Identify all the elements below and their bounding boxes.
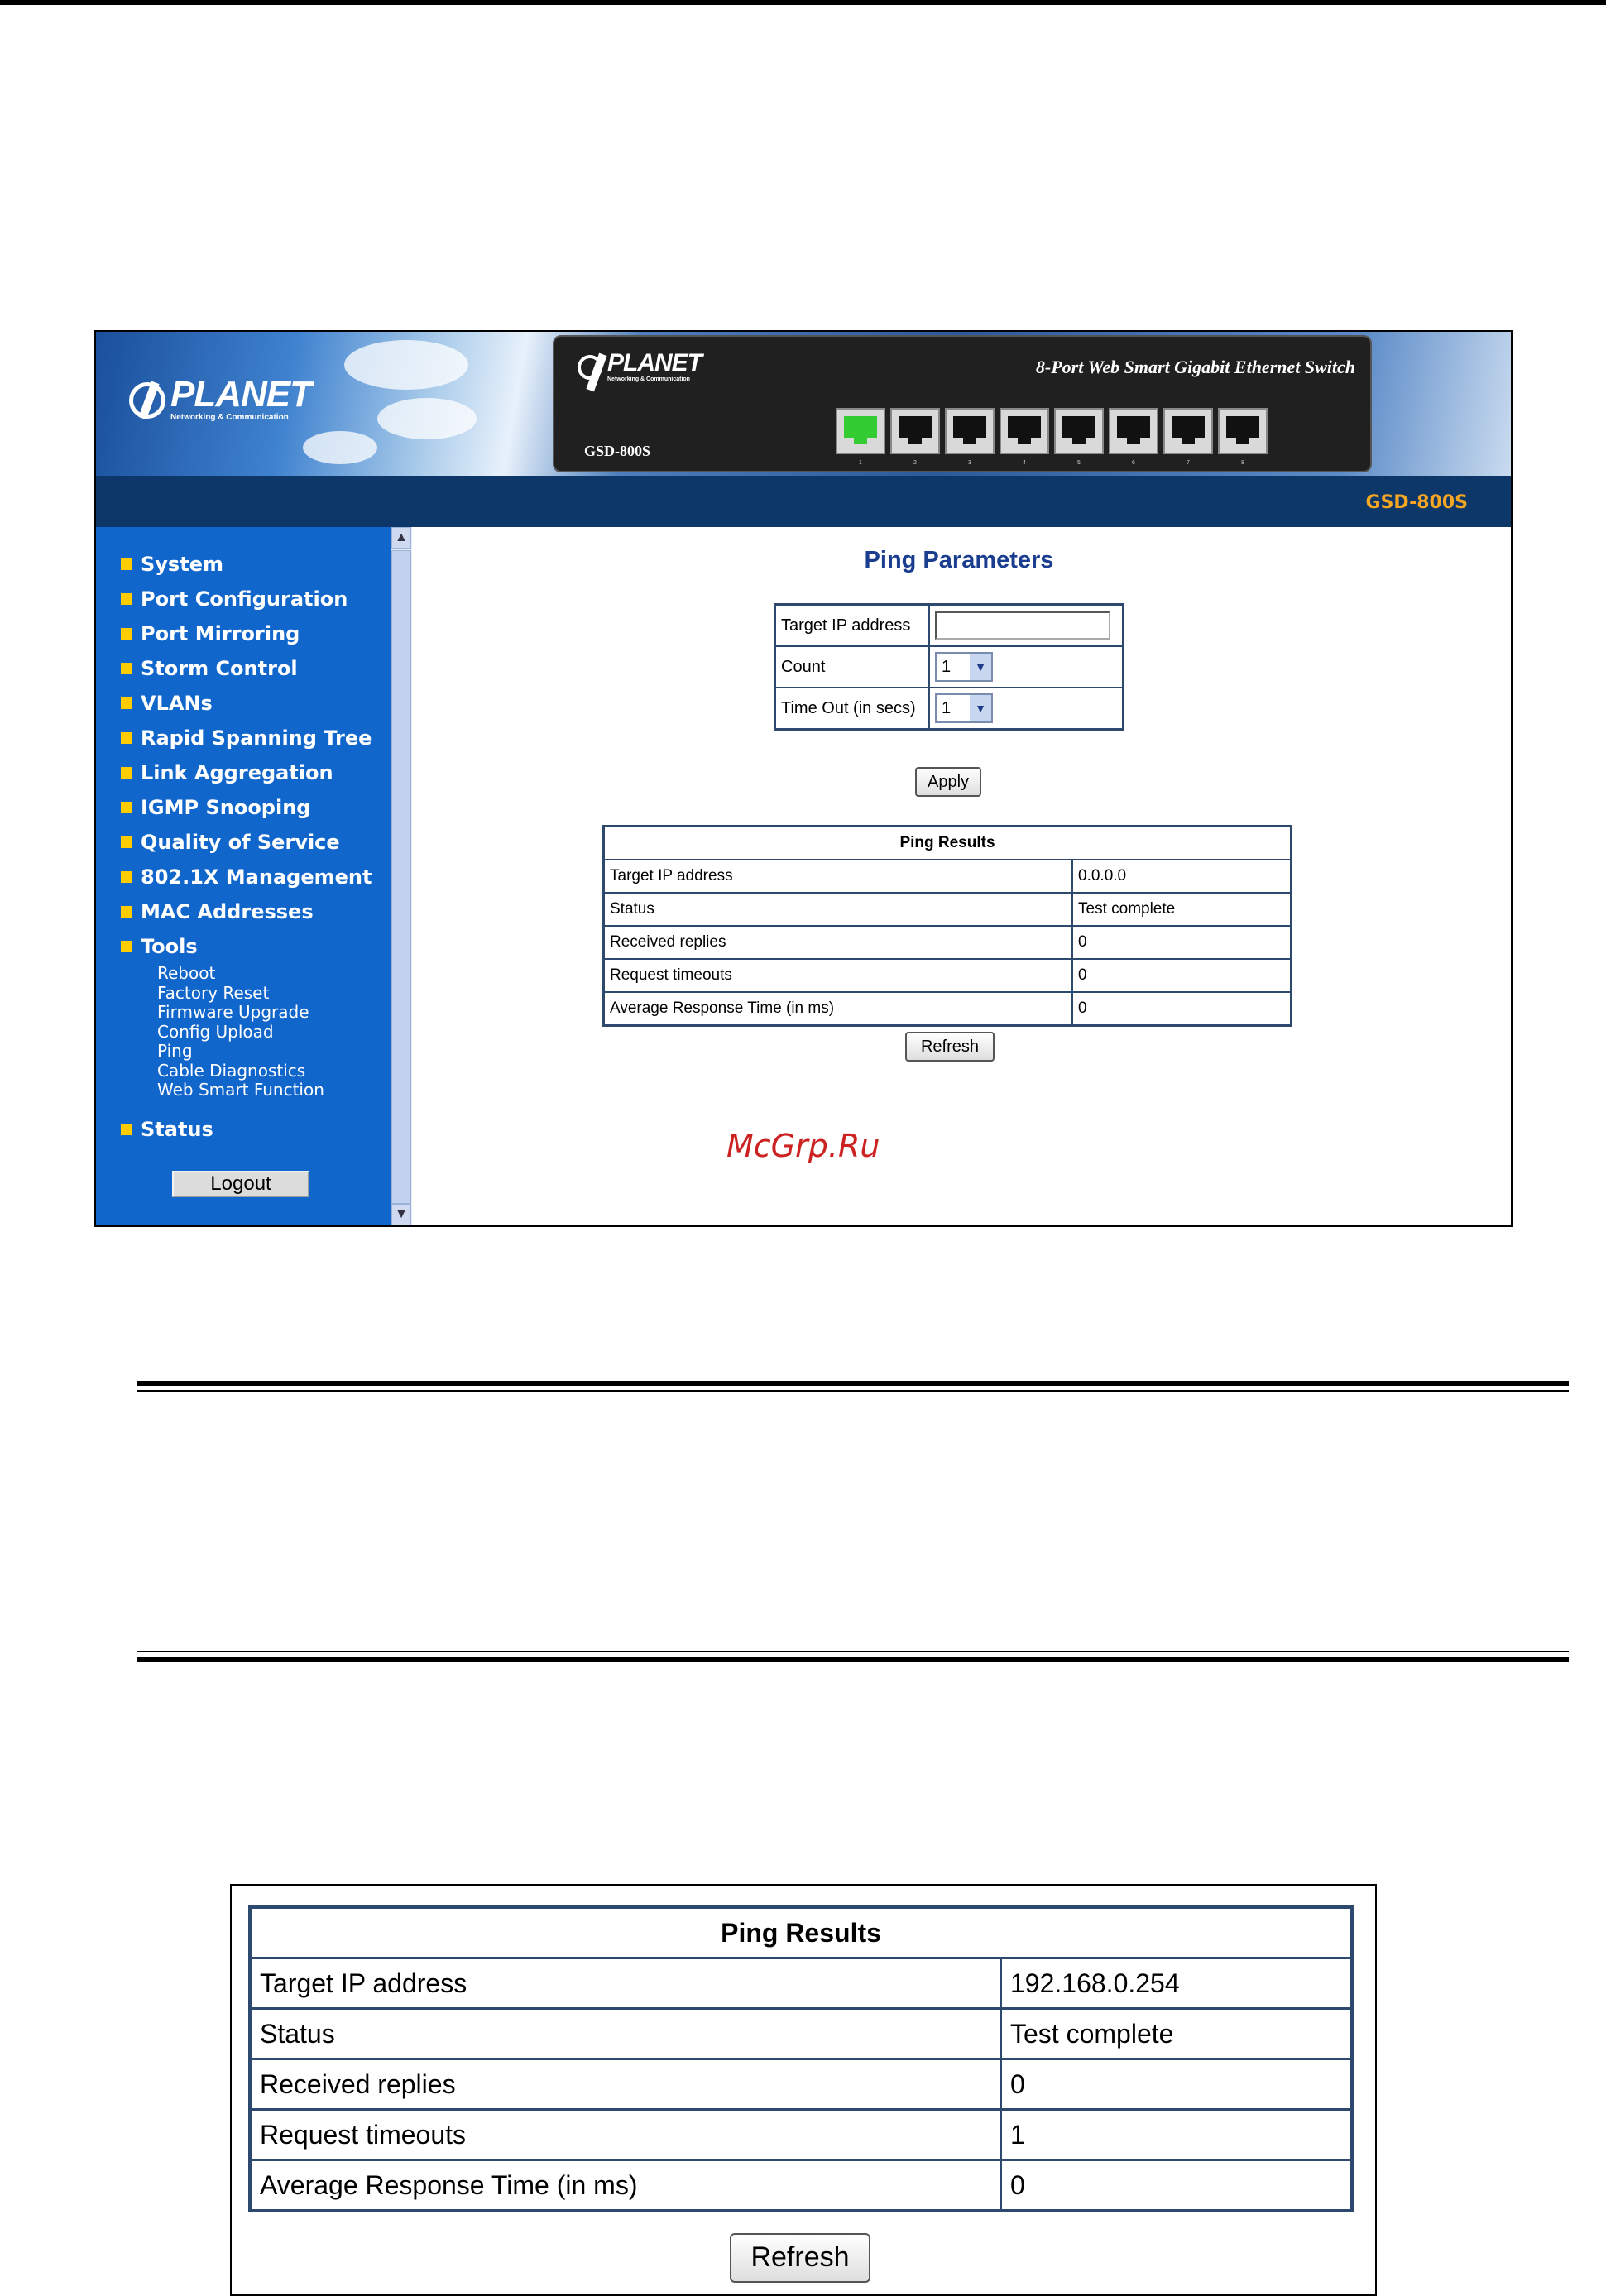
port-number: 6 (1132, 460, 1135, 466)
page-top-rule (0, 0, 1606, 5)
result-label: Received replies (250, 2059, 1001, 2110)
result-value: 192.168.0.254 (1001, 1958, 1353, 2009)
sidebar-item-quality-of-service[interactable] (121, 825, 372, 860)
scroll-thumb[interactable] (391, 550, 411, 1204)
sidebar-item-rapid-spanning-tree[interactable] (121, 721, 372, 755)
bullet-icon (121, 767, 132, 779)
port-8[interactable] (1218, 408, 1268, 466)
result-value: 1 (1001, 2110, 1353, 2160)
sidebar-item-port-configuration[interactable] (121, 582, 372, 616)
count-label: Count (775, 646, 930, 688)
bullet-icon (121, 1124, 132, 1135)
note-rule-top-thin (137, 1390, 1569, 1392)
timeout-cell (929, 688, 1124, 730)
sidebar-item-system[interactable] (121, 547, 372, 582)
device-title: 8-Port Web Smart Gigabit Ethernet Switch (1035, 357, 1355, 377)
ping-results-table-large (248, 1905, 1354, 2212)
submenu-ping[interactable]: Ping (157, 1041, 193, 1061)
bullet-icon (121, 871, 132, 883)
table-row (775, 646, 1124, 688)
result-value: 0 (1072, 959, 1292, 992)
sidebar-item-link-aggregation[interactable] (121, 755, 372, 790)
planet-logo (129, 374, 311, 422)
result-label: Request timeouts (250, 2110, 1001, 2160)
tools-submenu (121, 964, 372, 1100)
submenu-factory-reset[interactable]: Factory Reset (157, 982, 270, 1003)
port-number: 4 (1023, 460, 1026, 466)
bullet-icon (121, 628, 132, 640)
port-panel (836, 408, 1268, 466)
logout-button[interactable]: Logout (172, 1171, 309, 1197)
result-label: Average Response Time (in ms) (604, 992, 1073, 1026)
apply-button[interactable]: Apply (915, 767, 981, 797)
submenu-reboot[interactable]: Reboot (157, 963, 216, 983)
submenu-web-smart-function[interactable]: Web Smart Function (157, 1080, 324, 1100)
sidebar-item-label: Port Configuration (141, 587, 348, 611)
count-value: 1 (942, 657, 952, 676)
sidebar-item-tools[interactable] (121, 929, 372, 964)
bullet-icon (121, 697, 132, 709)
refresh-button[interactable]: Refresh (730, 2233, 870, 2283)
sidebar-item-storm-control[interactable] (121, 651, 372, 686)
top-nav-bar (96, 476, 1511, 527)
count-select[interactable] (935, 652, 993, 682)
sidebar-item-label: Port Mirroring (141, 622, 300, 645)
ping-results-panel (230, 1884, 1377, 2296)
table-header-row (604, 827, 1292, 860)
sidebar-item-label: Storm Control (141, 657, 298, 680)
cloud-decoration (344, 340, 468, 390)
planet-logo-icon (129, 382, 165, 419)
device-model-label: GSD-800S (584, 443, 651, 459)
result-label: Average Response Time (in ms) (250, 2160, 1001, 2212)
model-tag: GSD-800S (1365, 492, 1468, 513)
result-label: Target IP address (604, 860, 1073, 893)
sidebar (96, 527, 391, 1225)
sidebar-item-label: Link Aggregation (141, 761, 333, 784)
sidebar-item-igmp-snooping[interactable] (121, 790, 372, 825)
chevron-down-icon[interactable]: ▼ (970, 695, 991, 721)
table-row (604, 959, 1292, 992)
table-row (250, 1958, 1352, 2009)
cloud-decoration (377, 398, 477, 439)
sidebar-item-8021x-management[interactable] (121, 860, 372, 894)
table-row (250, 2110, 1352, 2160)
result-label: Status (250, 2009, 1001, 2059)
bullet-icon (121, 941, 132, 952)
result-label: Received replies (604, 926, 1073, 959)
sidebar-item-label: Quality of Service (141, 831, 340, 854)
ping-results-table (602, 825, 1292, 1027)
count-cell (929, 646, 1124, 688)
sidebar-item-label: Status (141, 1117, 213, 1141)
table-header-row (250, 1907, 1352, 1958)
sidebar-item-port-mirroring[interactable] (121, 616, 372, 651)
sidebar-item-mac-addresses[interactable] (121, 894, 372, 929)
main-content (412, 527, 1511, 1225)
table-row (604, 860, 1292, 893)
port-5[interactable] (1054, 408, 1104, 466)
ping-results-header: Ping Results (250, 1907, 1352, 1958)
port-4[interactable] (1000, 408, 1049, 466)
timeout-select[interactable] (935, 693, 993, 723)
tools-submenu-wrapper (121, 964, 372, 1100)
result-value: 0 (1072, 992, 1292, 1026)
watermark-text: McGrp.Ru (726, 1128, 880, 1164)
header-banner (96, 332, 1511, 476)
note-rule-bottom (137, 1657, 1569, 1662)
bullet-icon (121, 836, 132, 848)
sidebar-item-label: Rapid Spanning Tree (141, 726, 372, 750)
bullet-icon (121, 906, 132, 918)
bullet-icon (121, 593, 132, 605)
port-number: 7 (1187, 460, 1190, 466)
chevron-down-icon[interactable]: ▼ (970, 654, 991, 680)
result-value: 0.0.0.0 (1072, 860, 1292, 893)
sidebar-item-label: MAC Addresses (141, 900, 314, 923)
port-6[interactable] (1109, 408, 1158, 466)
target-ip-input[interactable] (935, 611, 1110, 640)
bullet-icon (121, 663, 132, 674)
note-rule-bottom-thin (137, 1651, 1569, 1652)
port-number: 5 (1077, 460, 1081, 466)
note-rule-top (137, 1381, 1569, 1386)
submenu-firmware-upgrade[interactable]: Firmware Upgrade (157, 1002, 309, 1022)
ping-results-header: Ping Results (604, 827, 1292, 860)
table-row (604, 893, 1292, 926)
result-value: 0 (1001, 2160, 1353, 2212)
result-value: Test complete (1001, 2009, 1353, 2059)
refresh-button[interactable]: Refresh (905, 1032, 995, 1062)
sidebar-scrollbar[interactable] (391, 527, 412, 1225)
sidebar-menu (121, 547, 372, 1147)
port-7[interactable] (1163, 408, 1213, 466)
scroll-up-icon[interactable]: ▲ (391, 527, 411, 549)
brand-tagline: Networking & Communication (170, 413, 289, 422)
port-number: 2 (913, 460, 917, 466)
sidebar-item-label: VLANs (141, 692, 213, 715)
sidebar-item-vlans[interactable] (121, 686, 372, 721)
port-number: 3 (968, 460, 971, 466)
table-row (775, 688, 1124, 730)
brand-name: PLANET (170, 374, 311, 415)
sidebar-item-label: 802.1X Management (141, 865, 372, 889)
device-front-panel (553, 335, 1372, 472)
result-label: Status (604, 893, 1073, 926)
table-row (775, 605, 1124, 647)
result-label: Request timeouts (604, 959, 1073, 992)
timeout-value: 1 (942, 698, 952, 717)
sidebar-item-status[interactable] (121, 1112, 372, 1147)
scroll-down-icon[interactable]: ▼ (391, 1204, 411, 1225)
sidebar-item-label: IGMP Snooping (141, 796, 311, 819)
result-value: 0 (1072, 926, 1292, 959)
port-number: 8 (1241, 460, 1244, 466)
bullet-icon (121, 802, 132, 813)
planet-logo-icon (578, 355, 602, 380)
sidebar-item-label: System (141, 553, 223, 576)
port-1[interactable] (836, 408, 885, 466)
device-logo (578, 349, 702, 382)
table-row (250, 2009, 1352, 2059)
result-label: Target IP address (250, 1958, 1001, 2009)
table-row (604, 992, 1292, 1026)
submenu-cable-diagnostics[interactable]: Cable Diagnostics (157, 1060, 306, 1081)
table-row (250, 2160, 1352, 2212)
timeout-label: Time Out (in secs) (775, 688, 930, 730)
switch-web-ui (94, 330, 1513, 1227)
port-3[interactable] (945, 408, 995, 466)
bullet-icon (121, 558, 132, 570)
port-number: 1 (859, 460, 862, 466)
result-value: 0 (1001, 2059, 1353, 2110)
ping-parameters-table (774, 603, 1124, 731)
target-ip-label: Target IP address (775, 605, 930, 647)
sidebar-item-label: Tools (141, 935, 198, 958)
table-row (604, 926, 1292, 959)
device-brand: PLANET (607, 349, 702, 376)
cloud-decoration (303, 431, 377, 464)
device-brand-tagline: Networking & Communication (607, 376, 690, 382)
submenu-config-upload[interactable]: Config Upload (157, 1021, 274, 1042)
target-ip-cell (929, 605, 1124, 647)
port-2[interactable] (890, 408, 940, 466)
result-value: Test complete (1072, 893, 1292, 926)
page-title: Ping Parameters (864, 547, 1054, 573)
bullet-icon (121, 732, 132, 744)
table-row (250, 2059, 1352, 2110)
